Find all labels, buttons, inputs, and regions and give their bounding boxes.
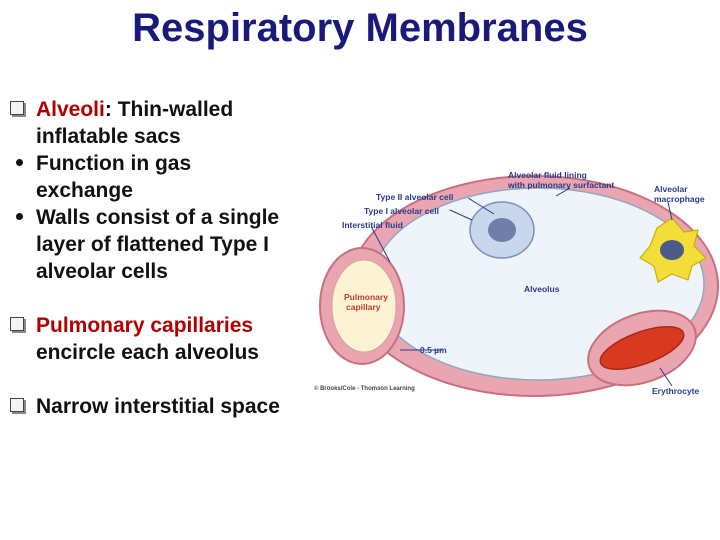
label-fluid-lining: Alveolar fluid lining <box>508 170 587 180</box>
bullet-walls <box>10 204 330 285</box>
label-surfactant: with pulmonary surfactant <box>508 180 615 190</box>
bullet-list <box>10 96 330 420</box>
bullet-text: Function in gas <box>36 152 192 175</box>
bullet-text-cont: alveolar cells <box>36 260 168 283</box>
bullet-text-cont: layer of flattened Type I <box>36 233 269 256</box>
label-capillary-2: capillary <box>346 302 381 312</box>
square-bullet-icon <box>10 398 24 412</box>
bullet-text: : Thin-walled <box>104 98 234 121</box>
label-credit: © Brooks/Cole - Thomson Learning <box>314 386 415 392</box>
dot-bullet-icon <box>16 159 23 166</box>
square-bullet-icon <box>10 101 24 115</box>
keyword-alveoli: Alveoli <box>36 98 105 121</box>
slide-title: Respiratory Membranes <box>132 6 588 50</box>
label-macrophage: Alveolar <box>654 184 688 194</box>
bullet-function <box>10 150 330 204</box>
label-erythrocyte: Erythrocyte <box>652 386 700 396</box>
bullet-text-cont: exchange <box>36 179 133 202</box>
bullet-text-cont: inflatable sacs <box>36 125 181 148</box>
label-type-ii-cell: Type II alveolar cell <box>376 192 454 202</box>
macrophage-nucleus <box>660 240 684 260</box>
bullet-text: Walls consist of a single <box>36 206 280 229</box>
bullet-interstitial <box>10 393 330 420</box>
bullet-text-cont: encircle each alveolus <box>36 341 259 364</box>
label-interstitial-fluid: Interstitial fluid <box>342 220 403 230</box>
label-type-i-cell: Type I alveolar cell <box>364 206 439 216</box>
label-distance: 0.5 µm <box>420 345 447 355</box>
label-capillary: Pulmonary <box>344 292 388 302</box>
square-bullet-icon <box>10 317 24 331</box>
type-ii-nucleus <box>488 218 516 242</box>
bullet-capillaries <box>10 312 330 366</box>
label-alveolus: Alveolus <box>524 284 560 294</box>
label-macrophage-2: macrophage <box>654 194 705 204</box>
dot-bullet-icon <box>16 213 23 220</box>
keyword-capillaries: Pulmonary capillaries <box>36 314 254 337</box>
respiratory-membrane-diagram <box>312 158 720 398</box>
bullet-text: Narrow interstitial space <box>36 395 280 418</box>
bullet-alveoli <box>10 96 330 150</box>
